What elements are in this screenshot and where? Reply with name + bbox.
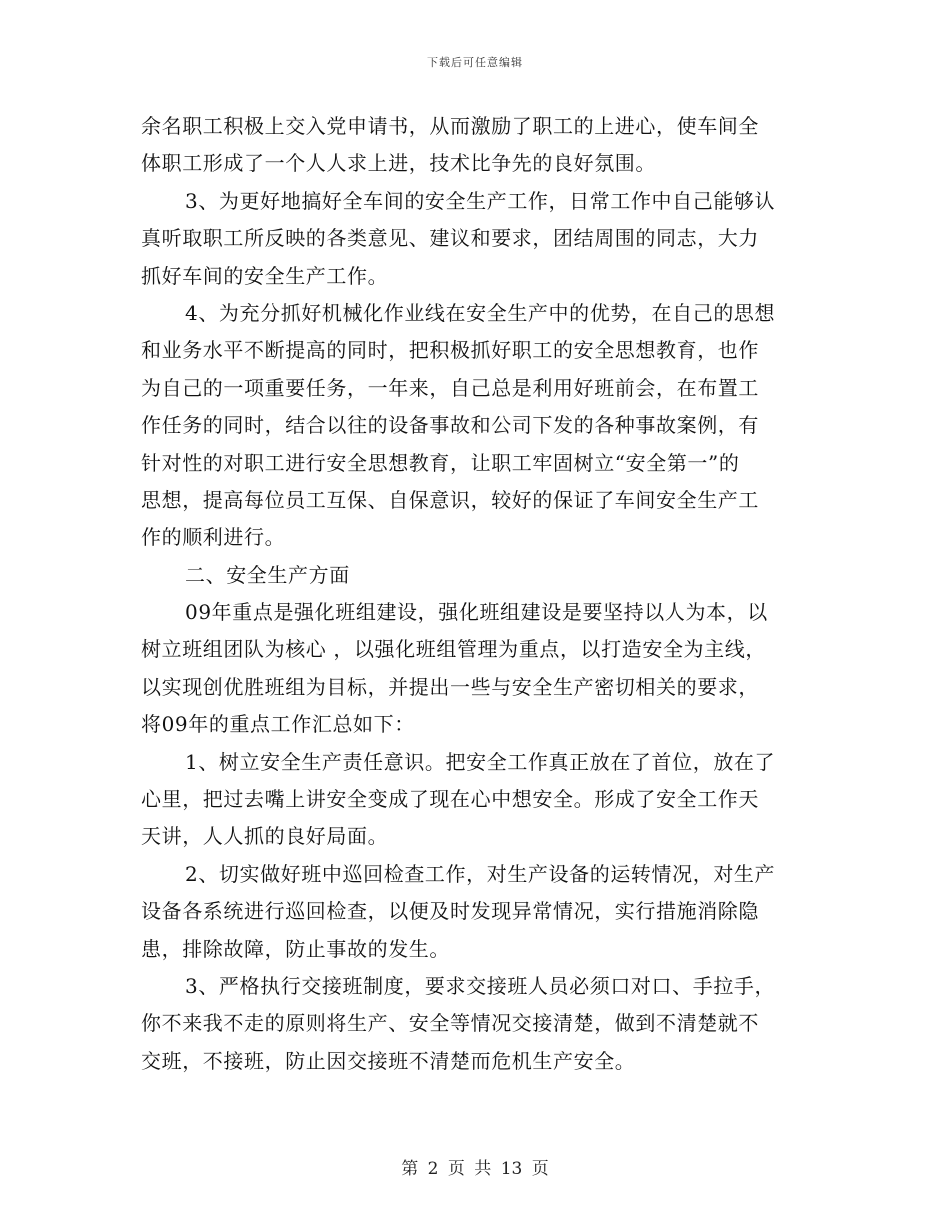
text-line: 作任务的同时，结合以往的设备事故和公司下发的各种事故案例，有: [141, 413, 759, 438]
text-line: 交班，不接班，防止因交接班不清楚而危机生产安全。: [141, 1048, 636, 1073]
section-heading: 二、安全生产方面: [185, 562, 350, 587]
text-line: 1、树立安全生产责任意识。把安全工作真正放在了首位，放在了: [185, 749, 776, 774]
text-line: 体职工形成了一个人人求上进，技术比争先的良好氛围。: [141, 151, 656, 176]
text-line: 思想，提高每位员工互保、自保意识，较好的保证了车间安全生产工: [141, 487, 759, 512]
text-line: 设备各系统进行巡回检查，以便及时发现异常情况，实行措施消除隐: [141, 899, 759, 924]
text-line: 以实现创优胜班组为目标，并提出一些与安全生产密切相关的要求，: [141, 674, 759, 699]
text-line: 作的顺利进行。: [141, 525, 286, 550]
text-line: 将09年的重点工作汇总如下：: [141, 712, 415, 737]
text-line: 2、切实做好班中巡回检查工作，对生产设备的运转情况，对生产: [185, 861, 776, 886]
text-line: 真听取职工所反映的各类意见、建议和要求，团结周围的同志，大力: [141, 226, 759, 251]
text-line: 4、为充分抓好机械化作业线在安全生产中的优势，在自己的思想: [185, 300, 776, 325]
text-line: 3、为更好地搞好全车间的安全生产工作，日常工作中自己能够认: [185, 188, 776, 213]
text-line: 你不来我不走的原则将生产、安全等情况交接清楚，做到不清楚就不: [141, 1011, 759, 1036]
text-line: 心里，把过去嘴上讲安全变成了现在心中想安全。形成了安全工作天: [141, 787, 759, 812]
text-line: 树立班组团队为核心 ，以强化班组管理为重点，以打造安全为主线，: [141, 637, 766, 662]
text-line: 和业务水平不断提高的同时，把积极抓好职工的安全思想教育，也作: [141, 338, 759, 363]
text-line: 针对性的对职工进行安全思想教育，让职工牢固树立“安全第一”的: [141, 450, 740, 475]
text-line: 抓好车间的安全生产工作。: [141, 263, 389, 288]
text-line: 3、严格执行交接班制度，要求交接班人员必须口对口、手拉手，: [185, 973, 776, 998]
document-body: [141, 108, 809, 1080]
text-line: 患，排除故障，防止事故的发生。: [141, 936, 450, 961]
text-line: 为自己的一项重要任务，一年来，自己总是利用好班前会，在布置工: [141, 375, 759, 400]
text-line: 09年重点是强化班组建设，强化班组建设是要坚持以人为本，以: [185, 600, 768, 625]
page-header: 下载后可任意编辑: [427, 56, 523, 69]
text-line: 天讲，人人抓的良好局面。: [141, 824, 389, 849]
text-line: 余名职工积极上交入党申请书，从而激励了职工的上进心，使车间全: [141, 114, 759, 138]
page-number: 第 2 页 共 13 页: [401, 1159, 549, 1179]
